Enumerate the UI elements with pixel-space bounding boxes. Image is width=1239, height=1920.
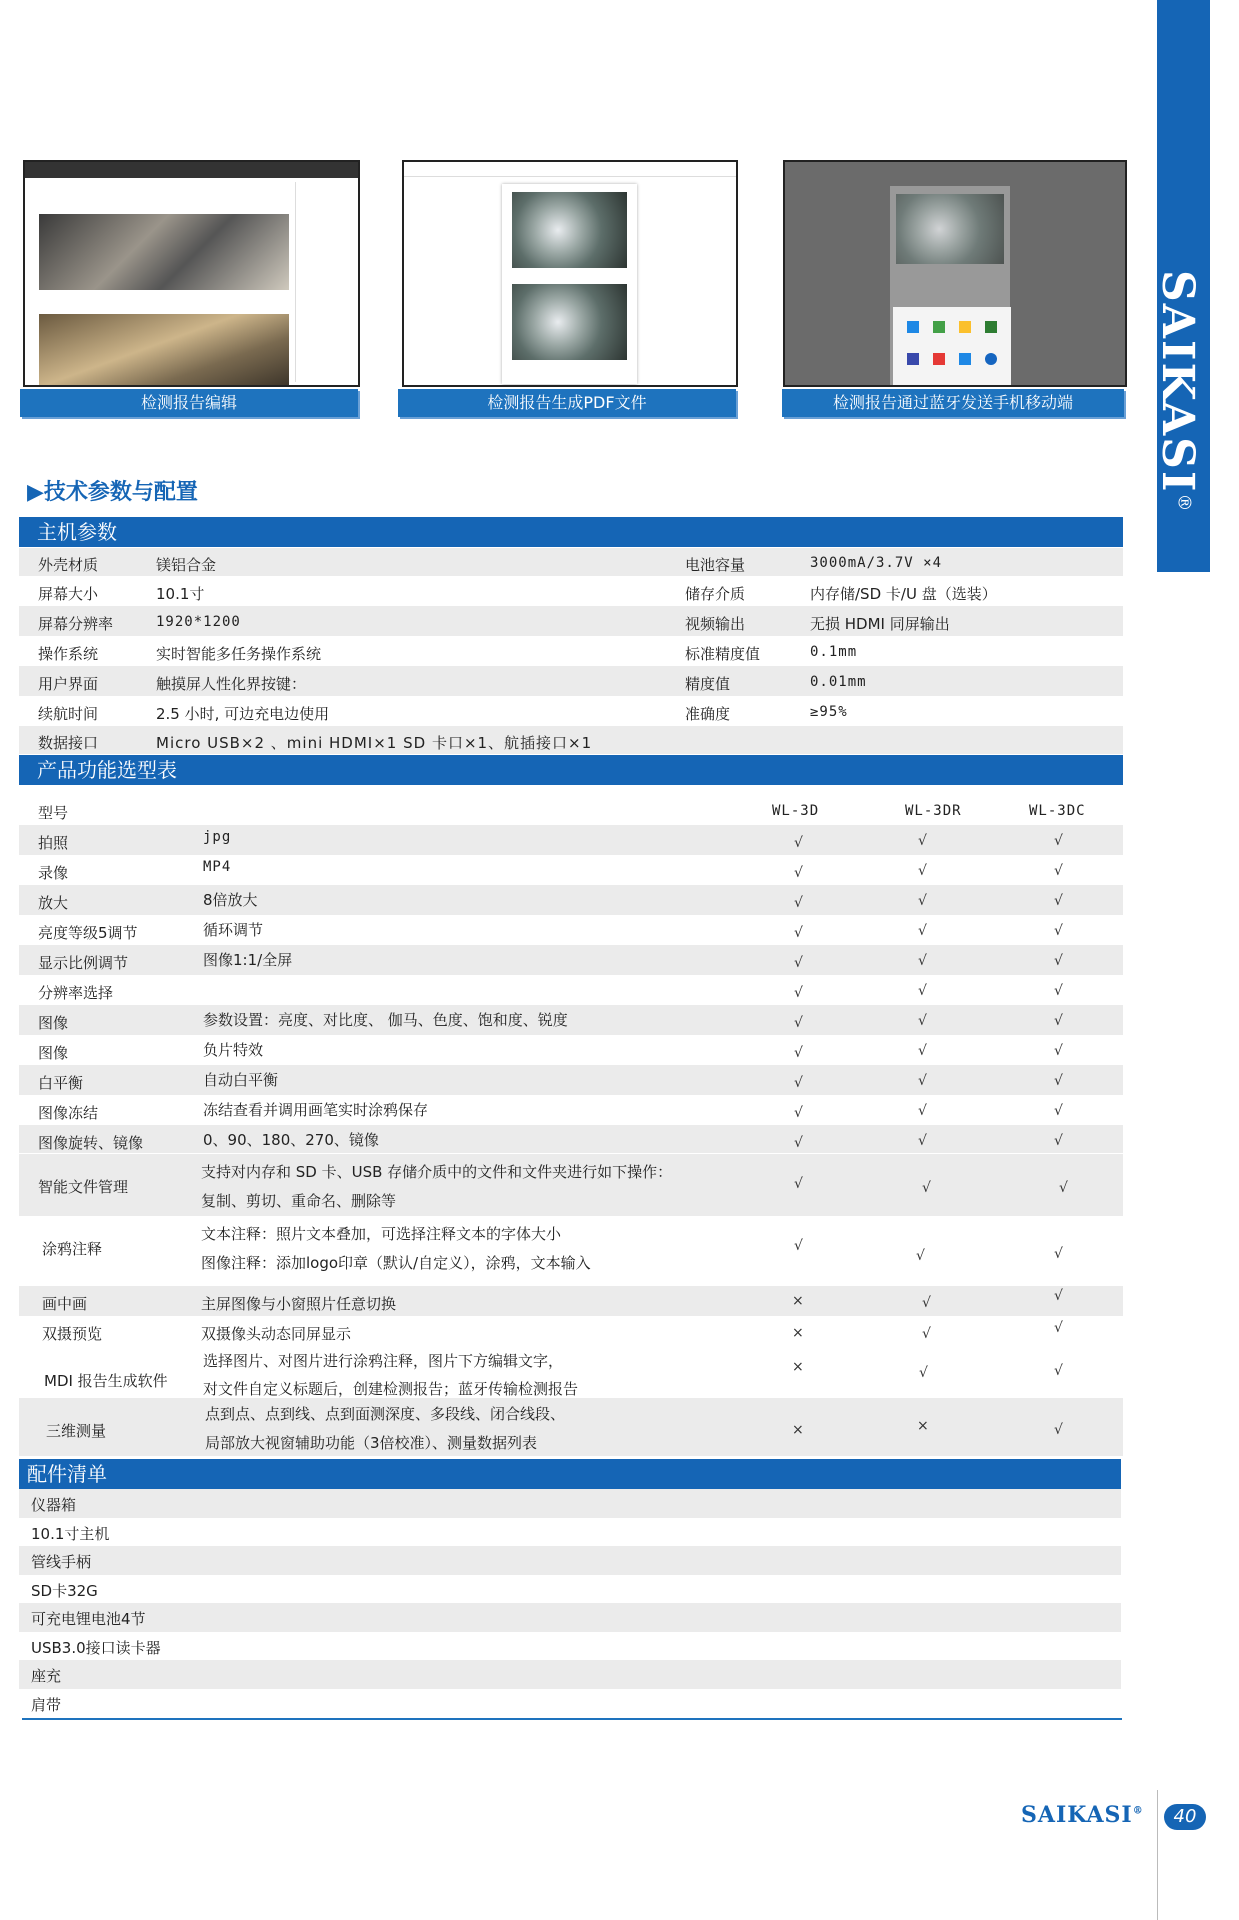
table-row xyxy=(19,1065,1123,1095)
brand-side-tab xyxy=(1152,0,1210,572)
page-number: 40 xyxy=(1164,1804,1206,1830)
param-value: ≥95% xyxy=(810,704,848,720)
table-row xyxy=(19,636,1123,666)
support-mark: √ xyxy=(1054,1073,1063,1089)
param-label: 数据接口 xyxy=(38,734,99,752)
feature-label: 分辨率选择 xyxy=(38,984,114,1002)
feature-desc: 自动白平衡 xyxy=(203,1071,279,1089)
feature-desc: 循环调节 xyxy=(203,921,264,939)
support-mark: √ xyxy=(1054,833,1063,849)
footer-logo-text: SAIKASI xyxy=(1021,1802,1133,1828)
support-mark: √ xyxy=(918,833,927,849)
param-label: 标准精度值 xyxy=(685,645,761,663)
accessory-name: SD卡32G xyxy=(31,1582,98,1600)
feature-label: 拍照 xyxy=(38,834,69,852)
param-value: 0.01mm xyxy=(810,674,867,690)
feature-desc: 支持对内存和 SD 卡、USB 存储介质中的文件和文件夹进行如下操作： xyxy=(201,1163,673,1181)
feature-desc: 双摄像头动态同屏显示 xyxy=(201,1325,352,1343)
param-label: 屏幕分辨率 xyxy=(38,615,114,633)
feature-desc: 点到点、点到线、点到面测深度、多段线、闭合线段、 xyxy=(205,1405,566,1423)
bluetooth-icon xyxy=(959,353,971,365)
feature-label: 放大 xyxy=(38,894,69,912)
support-mark: √ xyxy=(1054,863,1063,879)
support-mark: √ xyxy=(794,1075,803,1091)
support-mark: √ xyxy=(918,923,927,939)
param-label: 电池容量 xyxy=(685,556,746,574)
unsupported-mark: × xyxy=(792,1325,804,1341)
host-params-heading: 主机参数 xyxy=(19,517,1123,547)
feature-label: 显示比例调节 xyxy=(38,954,129,972)
support-mark: √ xyxy=(1054,1288,1063,1304)
feature-desc: 局部放大视窗辅助功能（3倍校准）、测量数据列表 xyxy=(205,1434,538,1452)
support-mark: √ xyxy=(794,1105,803,1121)
feature-desc: 参数设置：亮度、对比度、 伽马、色度、饱和度、锐度 xyxy=(203,1011,568,1029)
support-mark: √ xyxy=(922,1326,931,1342)
support-mark: √ xyxy=(794,925,803,941)
feature-desc: jpg xyxy=(203,829,232,845)
param-label: 操作系统 xyxy=(38,645,99,663)
table-row xyxy=(19,915,1123,945)
accessory-name: 座充 xyxy=(31,1667,62,1685)
accessory-name: 管线手柄 xyxy=(31,1553,92,1571)
support-mark: √ xyxy=(918,1133,927,1149)
param-value: 镁铝合金 xyxy=(156,556,217,574)
table-row xyxy=(19,1398,1123,1456)
param-label: 精度值 xyxy=(685,675,731,693)
app-icon xyxy=(933,353,945,365)
param-label: 外壳材质 xyxy=(38,556,99,574)
features-heading: 产品功能选型表 xyxy=(19,755,1123,785)
support-mark: √ xyxy=(922,1180,931,1196)
param-label: 储存介质 xyxy=(685,585,746,603)
feature-desc: 文本注释：照片文本叠加，可选择注释文本的字体大小 xyxy=(201,1225,562,1243)
table-row xyxy=(19,855,1123,885)
divider xyxy=(22,1718,1122,1720)
column-header-model: 型号 xyxy=(38,804,69,822)
feature-desc: 对文件自定义标题后，创建检测报告；蓝牙传输检测报告 xyxy=(203,1380,579,1398)
support-mark: √ xyxy=(794,1238,803,1254)
list-item xyxy=(19,1660,1121,1689)
feature-desc: 选择图片、对图片进行涂鸦注释，图片下方编辑文字， xyxy=(203,1352,564,1370)
feature-desc: 图像注释：添加logo印章（默认/自定义），涂鸦，文本输入 xyxy=(201,1254,591,1272)
table-row xyxy=(19,726,1123,754)
table-row xyxy=(19,1125,1123,1153)
feature-label: 双摄预览 xyxy=(42,1325,103,1343)
support-mark: √ xyxy=(919,1365,928,1381)
feature-desc: MP4 xyxy=(203,859,232,875)
support-mark: √ xyxy=(794,955,803,971)
feature-label: 录像 xyxy=(38,864,69,882)
table-row xyxy=(19,1154,1123,1216)
app-icon xyxy=(933,321,945,333)
support-mark: √ xyxy=(794,1176,803,1192)
table-row xyxy=(19,548,1123,576)
support-mark: √ xyxy=(1054,953,1063,969)
caption-report-edit: 检测报告编辑 xyxy=(20,389,358,417)
table-row xyxy=(19,975,1123,1005)
table-row xyxy=(19,1005,1123,1035)
table-header-row xyxy=(19,795,1123,825)
feature-desc: 主屏图像与小窗照片任意切换 xyxy=(201,1295,397,1313)
support-mark: √ xyxy=(922,1295,931,1311)
feature-desc: 复制、剪切、重命名、删除等 xyxy=(201,1192,397,1210)
unsupported-mark: × xyxy=(792,1359,804,1375)
param-value: 内存储/SD 卡/U 盘（选装） xyxy=(810,585,997,603)
list-item xyxy=(19,1575,1121,1604)
column-header-wl-3dc: WL-3DC xyxy=(1029,803,1086,819)
list-item xyxy=(19,1518,1121,1547)
app-icon xyxy=(985,353,997,365)
unsupported-mark: × xyxy=(917,1418,929,1434)
accessory-name: 肩带 xyxy=(31,1696,62,1714)
support-mark: √ xyxy=(918,1043,927,1059)
support-mark: √ xyxy=(1054,893,1063,909)
support-mark: √ xyxy=(1059,1180,1068,1196)
footer-logo xyxy=(1021,1802,1144,1828)
support-mark: √ xyxy=(1054,1133,1063,1149)
feature-label: 涂鸦注释 xyxy=(42,1240,103,1258)
table-row xyxy=(19,1095,1123,1125)
support-mark: √ xyxy=(918,953,927,969)
pdf-page xyxy=(502,184,637,384)
feature-label: MDI 报告生成软件 xyxy=(44,1372,168,1390)
column-header-wl-3dr: WL-3DR xyxy=(905,803,962,819)
support-mark: √ xyxy=(918,893,927,909)
feature-label: 白平衡 xyxy=(38,1074,84,1092)
app-icon xyxy=(907,321,919,333)
table-row xyxy=(19,1035,1123,1065)
feature-desc: 8倍放大 xyxy=(203,891,258,909)
inspection-photo xyxy=(39,214,289,290)
param-label: 准确度 xyxy=(685,705,731,723)
table-row xyxy=(19,945,1123,975)
support-mark: √ xyxy=(794,1135,803,1151)
support-mark: √ xyxy=(794,865,803,881)
support-mark: √ xyxy=(794,1015,803,1031)
param-value: 实时智能多任务操作系统 xyxy=(156,645,322,663)
accessory-name: USB3.0接口读卡器 xyxy=(31,1639,161,1657)
table-row xyxy=(19,1216,1123,1278)
feature-desc: 图像1:1/全屏 xyxy=(203,951,293,969)
pdf-toolbar xyxy=(404,162,736,177)
list-item xyxy=(19,1489,1121,1518)
list-item xyxy=(19,1632,1121,1661)
support-mark: √ xyxy=(1054,1043,1063,1059)
support-mark: √ xyxy=(916,1248,925,1264)
accessory-name: 仪器箱 xyxy=(31,1496,77,1514)
support-mark: √ xyxy=(794,835,803,851)
param-value: 2.5 小时, 可边充电边使用 xyxy=(156,705,330,723)
inspection-photo xyxy=(512,284,627,360)
support-mark: √ xyxy=(1054,923,1063,939)
support-mark: √ xyxy=(1054,1422,1063,1438)
table-row xyxy=(19,825,1123,855)
feature-desc: 0、90、180、270、镜像 xyxy=(203,1131,379,1149)
app-titlebar xyxy=(25,162,358,178)
param-value: 3000mA/3.7V ×4 xyxy=(810,555,943,571)
caption-report-pdf: 检测报告生成PDF文件 xyxy=(398,389,736,417)
support-mark: √ xyxy=(1054,1013,1063,1029)
table-row xyxy=(19,1286,1123,1316)
share-sheet xyxy=(893,307,1011,387)
table-row xyxy=(19,606,1123,636)
support-mark: √ xyxy=(794,985,803,1001)
caption-report-bluetooth: 检测报告通过蓝牙发送手机移动端 xyxy=(782,389,1124,417)
param-value: 1920*1200 xyxy=(156,614,241,630)
feature-label: 画中画 xyxy=(42,1295,88,1313)
screenshot-report-bluetooth xyxy=(783,160,1127,387)
support-mark: √ xyxy=(1054,983,1063,999)
param-label: 视频输出 xyxy=(685,615,746,633)
support-mark: √ xyxy=(1054,1103,1063,1119)
table-row xyxy=(19,1346,1123,1398)
list-item xyxy=(19,1603,1121,1632)
accessory-name: 可充电锂电池4节 xyxy=(31,1610,146,1628)
param-value: 触摸屏人性化界按键： xyxy=(156,675,307,693)
inspection-photo xyxy=(512,192,627,268)
table-row xyxy=(19,1316,1123,1346)
column-header-wl-3d: WL-3D xyxy=(772,803,820,819)
table-row xyxy=(19,696,1123,726)
feature-desc: 冻结查看并调用画笔实时涂鸦保存 xyxy=(203,1101,429,1119)
support-mark: √ xyxy=(918,1073,927,1089)
feature-label: 智能文件管理 xyxy=(38,1178,129,1196)
support-mark: √ xyxy=(1054,1320,1063,1336)
screenshot-report-pdf xyxy=(402,160,738,387)
inspection-photo xyxy=(896,194,1004,264)
support-mark: √ xyxy=(794,1045,803,1061)
footer-divider xyxy=(1157,1790,1158,1920)
brand-registered: ® xyxy=(1173,493,1195,514)
param-value: 0.1mm xyxy=(810,644,858,660)
feature-label: 图像 xyxy=(38,1014,69,1032)
param-value: Micro USB×2 、mini HDMI×1 SD 卡口×1、航插接口×1 xyxy=(156,734,593,752)
feature-label: 亮度等级5调节 xyxy=(38,924,138,942)
accessories-heading: 配件清单 xyxy=(19,1459,1121,1489)
app-icon xyxy=(907,353,919,365)
feature-label: 图像冻结 xyxy=(38,1104,99,1122)
table-row xyxy=(19,666,1123,696)
param-label: 屏幕大小 xyxy=(38,585,99,603)
brand-name: SAIKASI xyxy=(1152,270,1203,494)
feature-label: 图像旋转、镜像 xyxy=(38,1134,144,1152)
accessory-name: 10.1寸主机 xyxy=(31,1525,110,1543)
param-label: 续航时间 xyxy=(38,705,99,723)
support-mark: √ xyxy=(1054,1363,1063,1379)
brand-side-text xyxy=(1152,270,1210,570)
app-icon xyxy=(985,321,997,333)
list-item xyxy=(19,1689,1121,1718)
section-title: ▶技术参数与配置 xyxy=(27,480,198,505)
side-panel xyxy=(295,182,356,382)
footer-registered: ® xyxy=(1132,1805,1144,1817)
feature-label: 图像 xyxy=(38,1044,69,1062)
table-row xyxy=(19,576,1123,606)
param-value: 10.1寸 xyxy=(156,585,205,603)
support-mark: √ xyxy=(918,863,927,879)
support-mark: √ xyxy=(918,1013,927,1029)
inspection-photo xyxy=(39,314,289,386)
unsupported-mark: × xyxy=(792,1422,804,1438)
screenshot-report-edit xyxy=(23,160,360,387)
feature-desc: 负片特效 xyxy=(203,1041,264,1059)
table-row xyxy=(19,885,1123,915)
param-value: 无损 HDMI 同屏输出 xyxy=(810,615,950,633)
support-mark: √ xyxy=(918,983,927,999)
support-mark: √ xyxy=(918,1103,927,1119)
support-mark: √ xyxy=(1054,1246,1063,1262)
support-mark: √ xyxy=(794,895,803,911)
unsupported-mark: × xyxy=(792,1293,804,1309)
list-item xyxy=(19,1546,1121,1575)
app-icon xyxy=(959,321,971,333)
feature-label: 三维测量 xyxy=(46,1422,107,1440)
param-label: 用户界面 xyxy=(38,675,99,693)
